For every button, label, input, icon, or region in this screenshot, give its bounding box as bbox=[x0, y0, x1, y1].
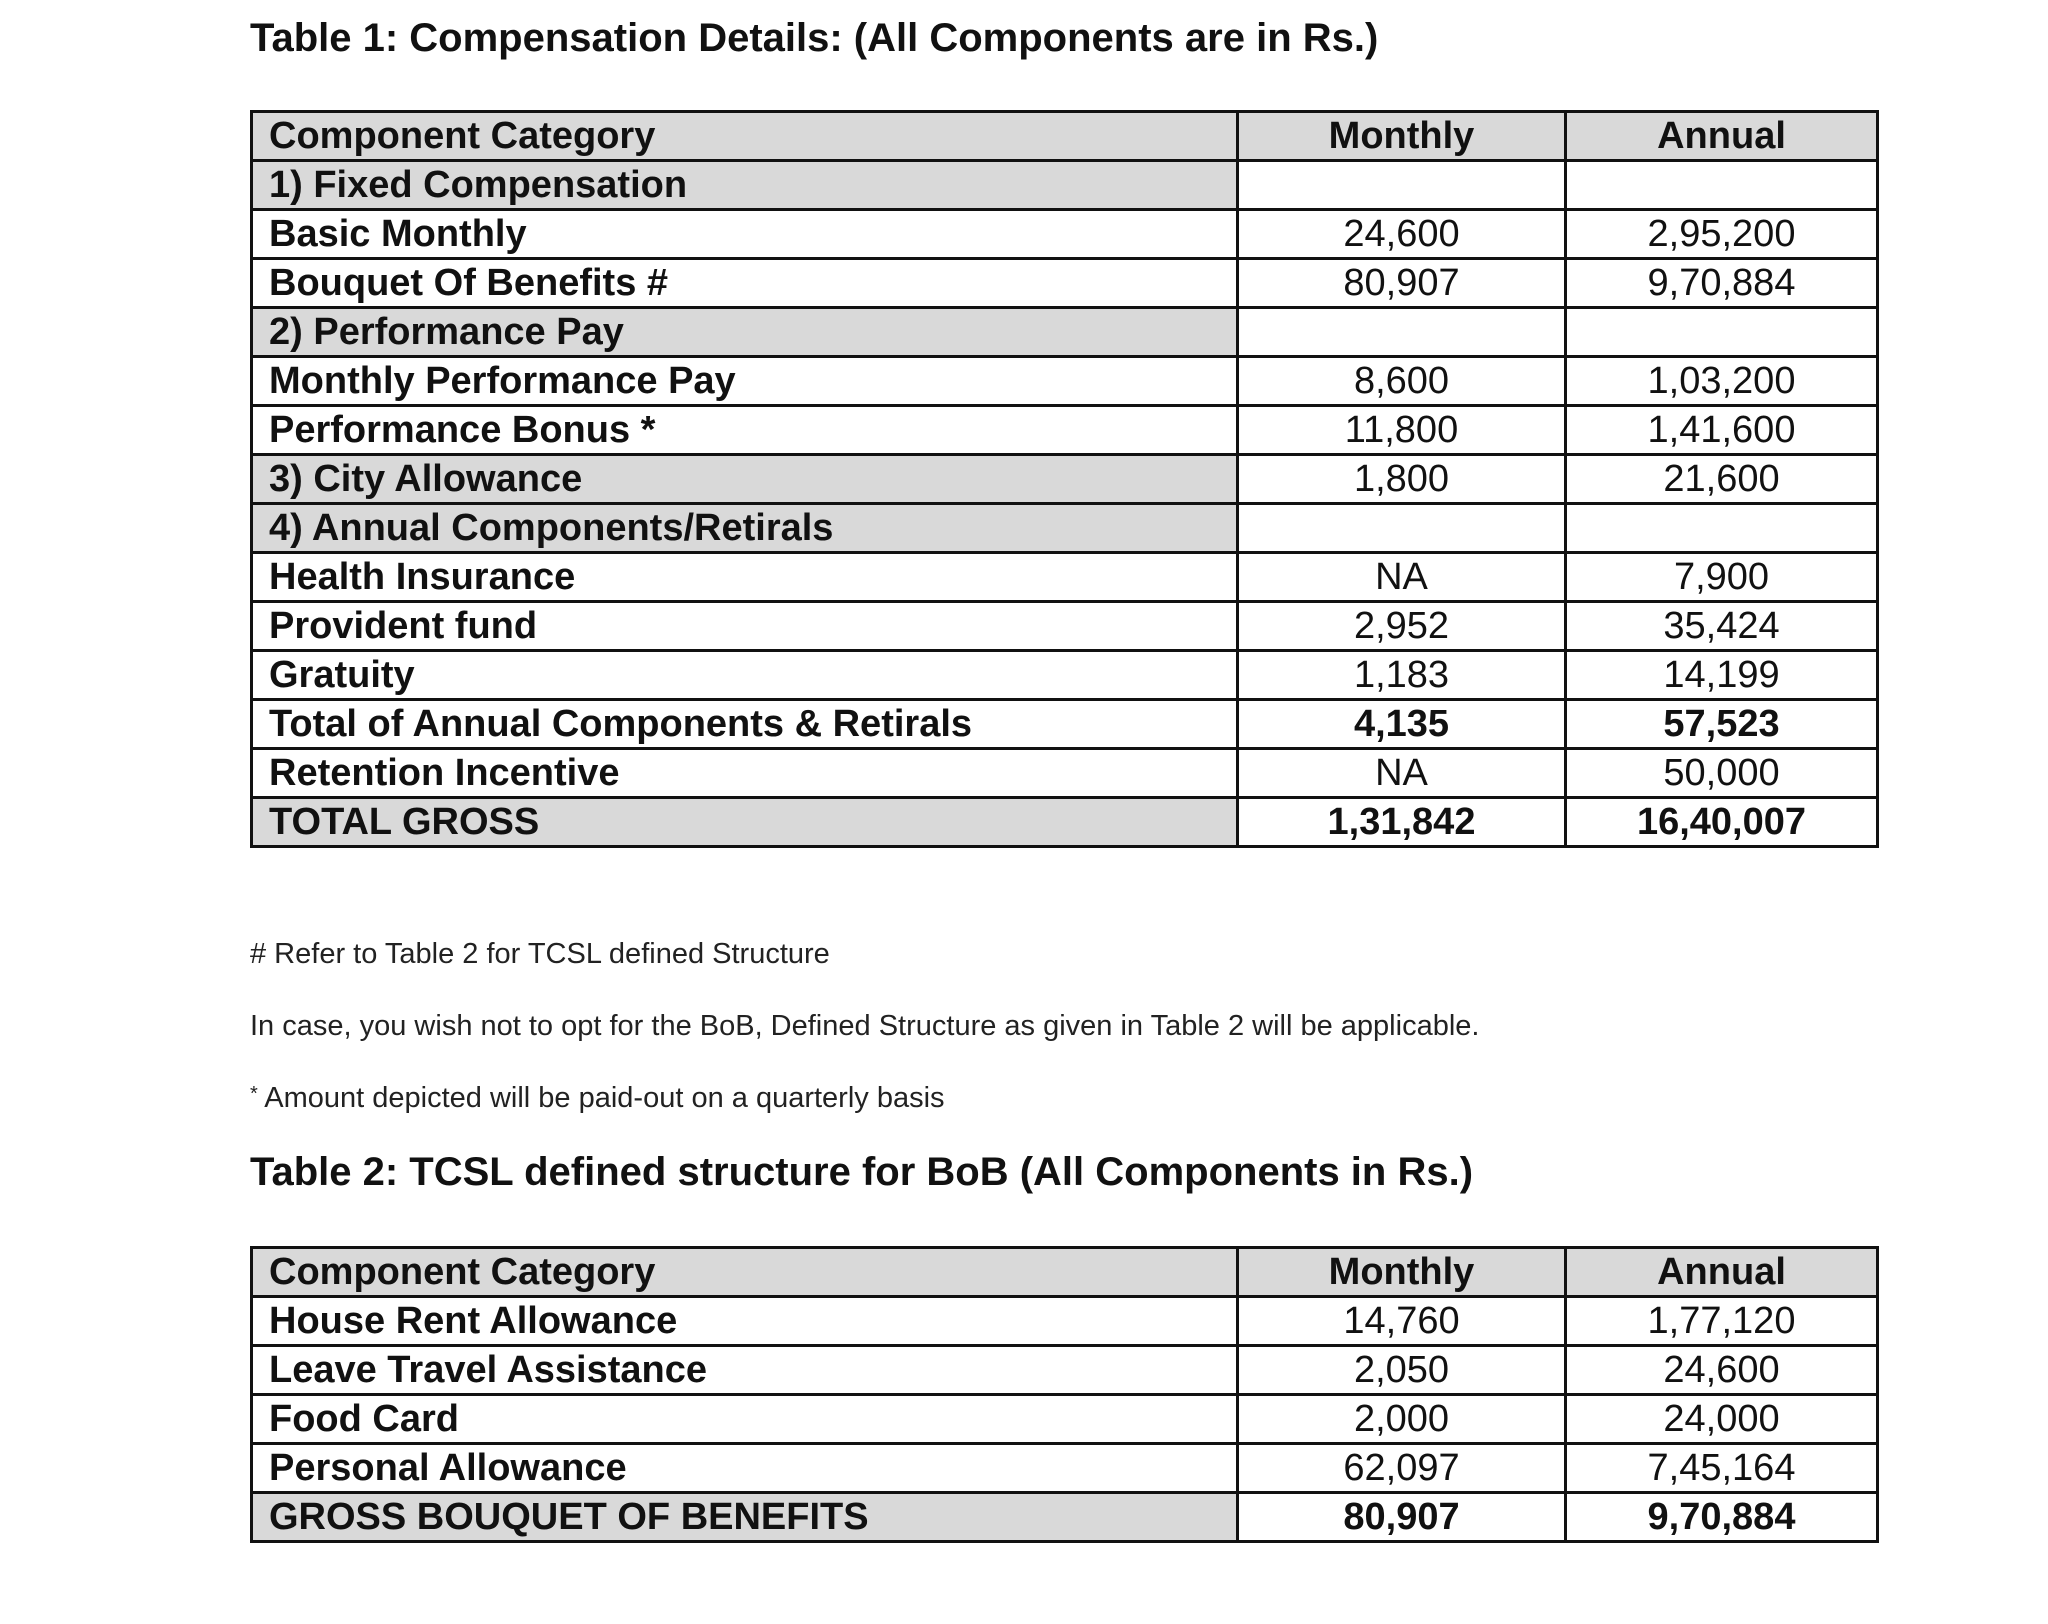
table-row bbox=[252, 700, 1878, 749]
cell-annual: 1,77,120 bbox=[1566, 1297, 1878, 1346]
table2-body bbox=[252, 1297, 1878, 1542]
table-row bbox=[252, 1493, 1878, 1542]
cell-component: Provident fund bbox=[252, 602, 1238, 651]
asterisk-marker: * bbox=[250, 1083, 258, 1105]
header-annual: Annual bbox=[1566, 1248, 1878, 1297]
cell-monthly bbox=[1238, 161, 1566, 210]
cell-annual: 24,600 bbox=[1566, 1346, 1878, 1395]
header-monthly: Monthly bbox=[1238, 112, 1566, 161]
cell-component: Basic Monthly bbox=[252, 210, 1238, 259]
table-row bbox=[252, 602, 1878, 651]
cell-annual bbox=[1566, 161, 1878, 210]
table-row bbox=[252, 1346, 1878, 1395]
table-row bbox=[252, 553, 1878, 602]
cell-component: Monthly Performance Pay bbox=[252, 357, 1238, 406]
cell-component: 3) City Allowance bbox=[252, 455, 1238, 504]
table-row bbox=[252, 259, 1878, 308]
table1-caption: Table 1: Compensation Details: (All Components are in Rs.) bbox=[250, 16, 1379, 60]
cell-annual: 50,000 bbox=[1566, 749, 1878, 798]
table-header-row bbox=[252, 112, 1878, 161]
table-row bbox=[252, 749, 1878, 798]
cell-monthly: 24,600 bbox=[1238, 210, 1566, 259]
cell-annual bbox=[1566, 504, 1878, 553]
table-row bbox=[252, 1444, 1878, 1493]
cell-component: Personal Allowance bbox=[252, 1444, 1238, 1493]
table-row bbox=[252, 357, 1878, 406]
table-row bbox=[252, 161, 1878, 210]
cell-monthly: 8,600 bbox=[1238, 357, 1566, 406]
cell-component: Bouquet Of Benefits # bbox=[252, 259, 1238, 308]
header-component-category: Component Category bbox=[252, 112, 1238, 161]
header-component-category: Component Category bbox=[252, 1248, 1238, 1297]
cell-component: Performance Bonus * bbox=[252, 406, 1238, 455]
cell-annual: 21,600 bbox=[1566, 455, 1878, 504]
table-row bbox=[252, 1297, 1878, 1346]
cell-monthly: 1,800 bbox=[1238, 455, 1566, 504]
cell-annual: 35,424 bbox=[1566, 602, 1878, 651]
cell-annual: 16,40,007 bbox=[1566, 798, 1878, 847]
cell-component: 4) Annual Components/Retirals bbox=[252, 504, 1238, 553]
cell-monthly bbox=[1238, 308, 1566, 357]
table-row bbox=[252, 651, 1878, 700]
table-row bbox=[252, 455, 1878, 504]
cell-monthly: NA bbox=[1238, 553, 1566, 602]
cell-component: 1) Fixed Compensation bbox=[252, 161, 1238, 210]
cell-component: Food Card bbox=[252, 1395, 1238, 1444]
cell-monthly: 4,135 bbox=[1238, 700, 1566, 749]
note-opt-out: In case, you wish not to opt for the BoB, Defined Structure as given in Table 2 will be applicable. bbox=[250, 1010, 1480, 1042]
cell-component: 2) Performance Pay bbox=[252, 308, 1238, 357]
cell-annual: 1,03,200 bbox=[1566, 357, 1878, 406]
header-monthly: Monthly bbox=[1238, 1248, 1566, 1297]
cell-component: House Rent Allowance bbox=[252, 1297, 1238, 1346]
cell-monthly: 80,907 bbox=[1238, 259, 1566, 308]
cell-monthly: 1,31,842 bbox=[1238, 798, 1566, 847]
cell-annual: 7,45,164 bbox=[1566, 1444, 1878, 1493]
header-annual: Annual bbox=[1566, 112, 1878, 161]
note-quarterly-text: Amount depicted will be paid-out on a quarterly basis bbox=[257, 1082, 945, 1114]
cell-component: Health Insurance bbox=[252, 553, 1238, 602]
cell-component: Total of Annual Components & Retirals bbox=[252, 700, 1238, 749]
cell-monthly: 1,183 bbox=[1238, 651, 1566, 700]
cell-annual: 9,70,884 bbox=[1566, 1493, 1878, 1542]
cell-annual: 24,000 bbox=[1566, 1395, 1878, 1444]
cell-annual: 7,900 bbox=[1566, 553, 1878, 602]
table-row bbox=[252, 504, 1878, 553]
table1-body bbox=[252, 161, 1878, 847]
cell-annual: 1,41,600 bbox=[1566, 406, 1878, 455]
table-row bbox=[252, 1395, 1878, 1444]
cell-monthly: 2,050 bbox=[1238, 1346, 1566, 1395]
table-header-row bbox=[252, 1248, 1878, 1297]
table-row bbox=[252, 798, 1878, 847]
cell-monthly: 11,800 bbox=[1238, 406, 1566, 455]
table-row bbox=[252, 406, 1878, 455]
cell-annual: 9,70,884 bbox=[1566, 259, 1878, 308]
cell-monthly: 2,952 bbox=[1238, 602, 1566, 651]
cell-annual: 14,199 bbox=[1566, 651, 1878, 700]
cell-annual: 57,523 bbox=[1566, 700, 1878, 749]
cell-component: Leave Travel Assistance bbox=[252, 1346, 1238, 1395]
bob-structure-table bbox=[250, 1246, 1879, 1543]
table-row bbox=[252, 308, 1878, 357]
cell-annual: 2,95,200 bbox=[1566, 210, 1878, 259]
cell-component: Gratuity bbox=[252, 651, 1238, 700]
cell-component: Retention Incentive bbox=[252, 749, 1238, 798]
compensation-table bbox=[250, 110, 1879, 848]
note-refer-table2: # Refer to Table 2 for TCSL defined Structure bbox=[250, 938, 830, 970]
cell-monthly bbox=[1238, 504, 1566, 553]
cell-annual bbox=[1566, 308, 1878, 357]
cell-monthly: NA bbox=[1238, 749, 1566, 798]
note-quarterly bbox=[250, 1084, 945, 1113]
cell-monthly: 2,000 bbox=[1238, 1395, 1566, 1444]
cell-monthly: 14,760 bbox=[1238, 1297, 1566, 1346]
cell-component: TOTAL GROSS bbox=[252, 798, 1238, 847]
table2-caption: Table 2: TCSL defined structure for BoB (All Components in Rs.) bbox=[250, 1150, 1474, 1194]
table-row bbox=[252, 210, 1878, 259]
cell-monthly: 80,907 bbox=[1238, 1493, 1566, 1542]
cell-component: GROSS BOUQUET OF BENEFITS bbox=[252, 1493, 1238, 1542]
cell-monthly: 62,097 bbox=[1238, 1444, 1566, 1493]
